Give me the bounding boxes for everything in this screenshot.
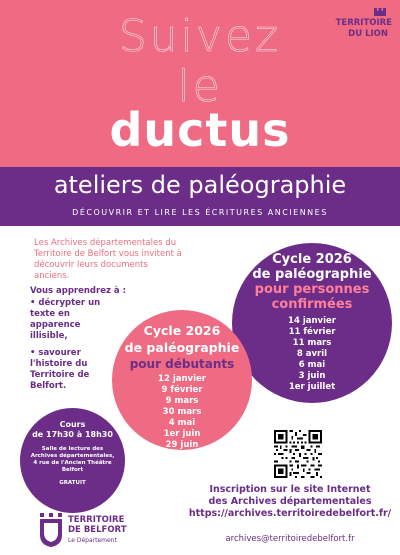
intro-text: Les Archives départementales du Territoire de Belfort vous invitent à découvrir leurs documents anciens. bbox=[34, 238, 182, 281]
date-item: 8 avril bbox=[296, 349, 328, 359]
date-item: 9 mars bbox=[165, 396, 199, 406]
place-line: Archives départementales, bbox=[30, 453, 115, 459]
contact-email[interactable]: archives@territoiredebelfort.fr bbox=[225, 534, 355, 544]
tagline: DÉCOUVRIR ET LIRE LES ÉCRITURES ANCIENNES bbox=[72, 208, 328, 217]
date-item: 1er juillet bbox=[288, 382, 336, 392]
qr-code-icon[interactable] bbox=[274, 430, 322, 478]
confirmed-dates bbox=[232, 316, 392, 393]
title-line-2: le bbox=[177, 61, 223, 112]
date-item: 14 janvier bbox=[288, 316, 336, 326]
beginner-cycle bbox=[112, 322, 252, 451]
beginner-dates bbox=[112, 374, 252, 451]
course-place bbox=[20, 446, 125, 474]
learn-item: • décrypter un texte en apparence illisible, bbox=[30, 298, 101, 341]
confirmed-audience-1: pour personnes bbox=[254, 282, 370, 297]
confirmed-audience-2: confirmées bbox=[271, 297, 353, 312]
brand-logo-top bbox=[326, 8, 392, 48]
date-item: 29 juin bbox=[165, 440, 199, 450]
brand-top-line-2: DU LION bbox=[348, 29, 388, 39]
department-logo bbox=[40, 513, 160, 547]
title-line-3: ductus bbox=[109, 103, 291, 157]
beginner-title-1: Cycle 2026 bbox=[143, 323, 221, 338]
brand-top-line-1: TERRITOIRE bbox=[335, 18, 392, 28]
date-item: 1er juin bbox=[163, 429, 201, 439]
logo-line-2: DE BELFORT bbox=[68, 525, 127, 535]
date-item: 6 mai bbox=[298, 360, 326, 370]
course-time-line-1: Cours bbox=[59, 420, 86, 429]
confirmed-title-2: de paléographie bbox=[252, 267, 372, 282]
place-line: Salle de lecture des bbox=[41, 446, 104, 452]
inscription-line-1: Inscription sur le site Internet bbox=[209, 484, 371, 495]
department-logo-icon bbox=[40, 513, 62, 547]
date-item: 4 mai bbox=[168, 418, 196, 428]
date-item: 30 mars bbox=[162, 407, 202, 417]
course-time bbox=[20, 420, 125, 440]
castle-icon bbox=[374, 8, 386, 16]
learn-heading: Vous apprendrez à : bbox=[30, 286, 126, 296]
date-item: 3 juin bbox=[298, 371, 326, 381]
course-info bbox=[20, 420, 125, 486]
beginner-audience: pour débutants bbox=[129, 357, 235, 371]
learn-item: • savourer l'histoire du Territoire de Belfort. bbox=[30, 348, 90, 391]
course-time-line-2: de 17h30 à 18h30 bbox=[32, 430, 113, 439]
date-item: 9 février bbox=[161, 385, 203, 395]
inscription-url[interactable]: https://archives.territoiredebelfort.fr/ bbox=[188, 508, 392, 519]
course-price: GRATUIT bbox=[59, 480, 86, 486]
learn-list bbox=[30, 298, 110, 398]
beginner-title-2: de paléographie bbox=[124, 340, 240, 355]
confirmed-cycle bbox=[232, 252, 392, 393]
logo-line-1: TERRITOIRE bbox=[68, 515, 125, 525]
date-item: 11 février bbox=[288, 327, 336, 337]
title-line-1: Suivez bbox=[118, 11, 282, 62]
date-item: 11 mars bbox=[292, 338, 332, 348]
inscription-line-2: des Archives départementales bbox=[208, 496, 372, 507]
inscription-block bbox=[185, 484, 395, 520]
logo-line-3: Le Département bbox=[68, 537, 117, 544]
confirmed-title-1: Cycle 2026 bbox=[272, 252, 352, 267]
place-line: 4 rue de l'Ancien Théâtre bbox=[33, 460, 112, 466]
place-line: Belfort bbox=[61, 467, 84, 473]
date-item: 12 janvier bbox=[158, 374, 206, 384]
subtitle: ateliers de paléographie bbox=[53, 171, 347, 199]
